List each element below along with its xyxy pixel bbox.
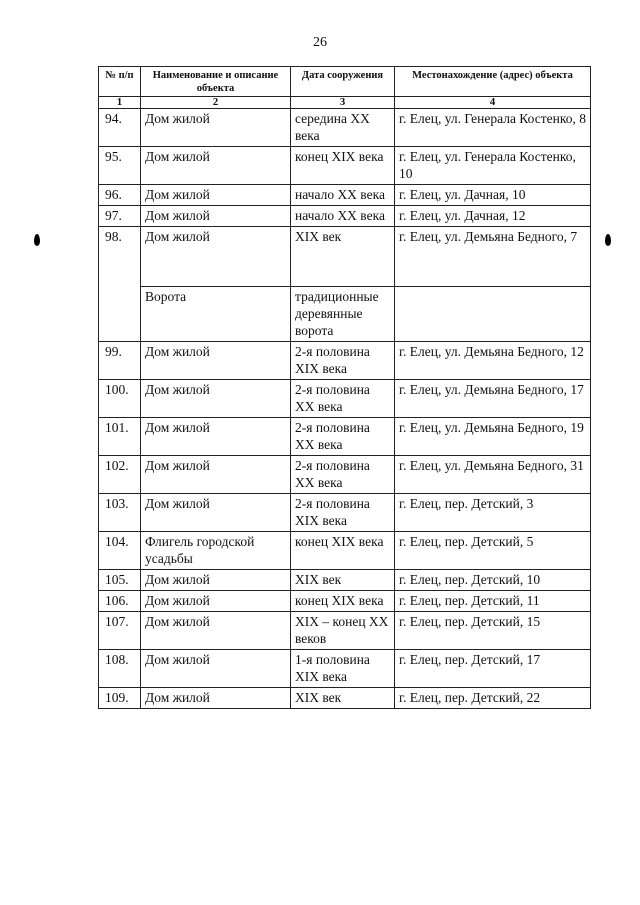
table-row — [99, 456, 591, 494]
cell-name: Дом жилой — [141, 109, 291, 147]
cell-location: г. Елец, пер. Детский, 17 — [395, 650, 591, 688]
cell-num: 103. — [99, 494, 141, 532]
table-header-row — [99, 67, 591, 97]
table-row — [99, 612, 591, 650]
cell-location — [395, 287, 591, 342]
cell-name: Дом жилой — [141, 570, 291, 591]
table-row — [99, 206, 591, 227]
cell-location: г. Елец, ул. Генерала Костенко, 8 — [395, 109, 591, 147]
cell-location: г. Елец, ул. Демьяна Бедного, 17 — [395, 380, 591, 418]
cell-date: конец XIX века — [291, 591, 395, 612]
cell-date: традиционные деревянные ворота — [291, 287, 395, 342]
cell-location: г. Елец, пер. Детский, 11 — [395, 591, 591, 612]
cell-date: 2-я половина XX века — [291, 380, 395, 418]
cell-location: г. Елец, пер. Детский, 5 — [395, 532, 591, 570]
header-num: № п/п — [99, 67, 141, 97]
table-row — [99, 227, 591, 287]
table-row — [99, 109, 591, 147]
cell-name: Дом жилой — [141, 456, 291, 494]
table-row — [99, 688, 591, 709]
cell-num: 101. — [99, 418, 141, 456]
cell-name: Дом жилой — [141, 380, 291, 418]
cell-name: Дом жилой — [141, 591, 291, 612]
cell-date: 2-я половина XIX века — [291, 342, 395, 380]
cell-num: 102. — [99, 456, 141, 494]
cell-num: 95. — [99, 147, 141, 185]
cell-location: г. Елец, ул. Дачная, 10 — [395, 185, 591, 206]
column-number: 1 — [99, 97, 141, 109]
cell-num: 100. — [99, 380, 141, 418]
cell-name: Дом жилой — [141, 206, 291, 227]
punch-hole-right — [605, 234, 611, 246]
column-numbers-row — [99, 97, 591, 109]
table-row — [99, 185, 591, 206]
column-number: 4 — [395, 97, 591, 109]
column-number: 2 — [141, 97, 291, 109]
cell-location: г. Елец, пер. Детский, 10 — [395, 570, 591, 591]
cell-name: Дом жилой — [141, 227, 291, 287]
table-row — [99, 494, 591, 532]
heritage-objects-table — [98, 66, 591, 709]
cell-name: Дом жилой — [141, 147, 291, 185]
table-row — [99, 418, 591, 456]
cell-location: г. Елец, ул. Демьяна Бедного, 12 — [395, 342, 591, 380]
cell-name: Дом жилой — [141, 342, 291, 380]
cell-date: середина XX века — [291, 109, 395, 147]
cell-location: г. Елец, пер. Детский, 15 — [395, 612, 591, 650]
cell-date: 2-я половина XX века — [291, 456, 395, 494]
cell-date: 2-я половина XX века — [291, 418, 395, 456]
cell-location: г. Елец, пер. Детский, 22 — [395, 688, 591, 709]
cell-num: 104. — [99, 532, 141, 570]
cell-location: г. Елец, пер. Детский, 3 — [395, 494, 591, 532]
cell-date: 1-я половина XIX века — [291, 650, 395, 688]
cell-name: Ворота — [141, 287, 291, 342]
cell-num: 98. — [99, 227, 141, 342]
cell-num: 96. — [99, 185, 141, 206]
cell-num: 94. — [99, 109, 141, 147]
cell-num: 109. — [99, 688, 141, 709]
table-row — [99, 591, 591, 612]
cell-location: г. Елец, ул. Генерала Костенко, 10 — [395, 147, 591, 185]
page-number: 26 — [313, 35, 327, 50]
cell-name: Дом жилой — [141, 612, 291, 650]
cell-location: г. Елец, ул. Демьяна Бедного, 19 — [395, 418, 591, 456]
cell-num: 105. — [99, 570, 141, 591]
table-row — [99, 532, 591, 570]
cell-num: 108. — [99, 650, 141, 688]
header-date: Дата сооружения — [291, 67, 395, 97]
cell-location: г. Елец, ул. Дачная, 12 — [395, 206, 591, 227]
cell-num: 99. — [99, 342, 141, 380]
cell-date: XIX – конец XX веков — [291, 612, 395, 650]
cell-date: XIX век — [291, 227, 395, 287]
cell-date: XIX век — [291, 570, 395, 591]
cell-date: начало XX века — [291, 185, 395, 206]
column-number: 3 — [291, 97, 395, 109]
table-row — [99, 650, 591, 688]
punch-hole-left — [34, 234, 40, 246]
cell-location: г. Елец, ул. Демьяна Бедного, 7 — [395, 227, 591, 287]
table-row — [99, 147, 591, 185]
cell-date: 2-я половина XIX века — [291, 494, 395, 532]
cell-name: Дом жилой — [141, 688, 291, 709]
table-row — [99, 287, 591, 342]
cell-num: 97. — [99, 206, 141, 227]
header-name: Наименование и описание объекта — [141, 67, 291, 97]
table-row — [99, 380, 591, 418]
cell-name: Дом жилой — [141, 494, 291, 532]
table-row — [99, 342, 591, 380]
cell-location: г. Елец, ул. Демьяна Бедного, 31 — [395, 456, 591, 494]
cell-name: Дом жилой — [141, 185, 291, 206]
cell-date: конец XIX века — [291, 147, 395, 185]
cell-date: XIX век — [291, 688, 395, 709]
cell-date: начало XX века — [291, 206, 395, 227]
cell-name: Дом жилой — [141, 418, 291, 456]
header-location: Местонахождение (адрес) объекта — [395, 67, 591, 97]
table-row — [99, 570, 591, 591]
cell-num: 107. — [99, 612, 141, 650]
cell-name: Флигель городской усадьбы — [141, 532, 291, 570]
cell-num: 106. — [99, 591, 141, 612]
cell-name: Дом жилой — [141, 650, 291, 688]
cell-date: конец XIX века — [291, 532, 395, 570]
